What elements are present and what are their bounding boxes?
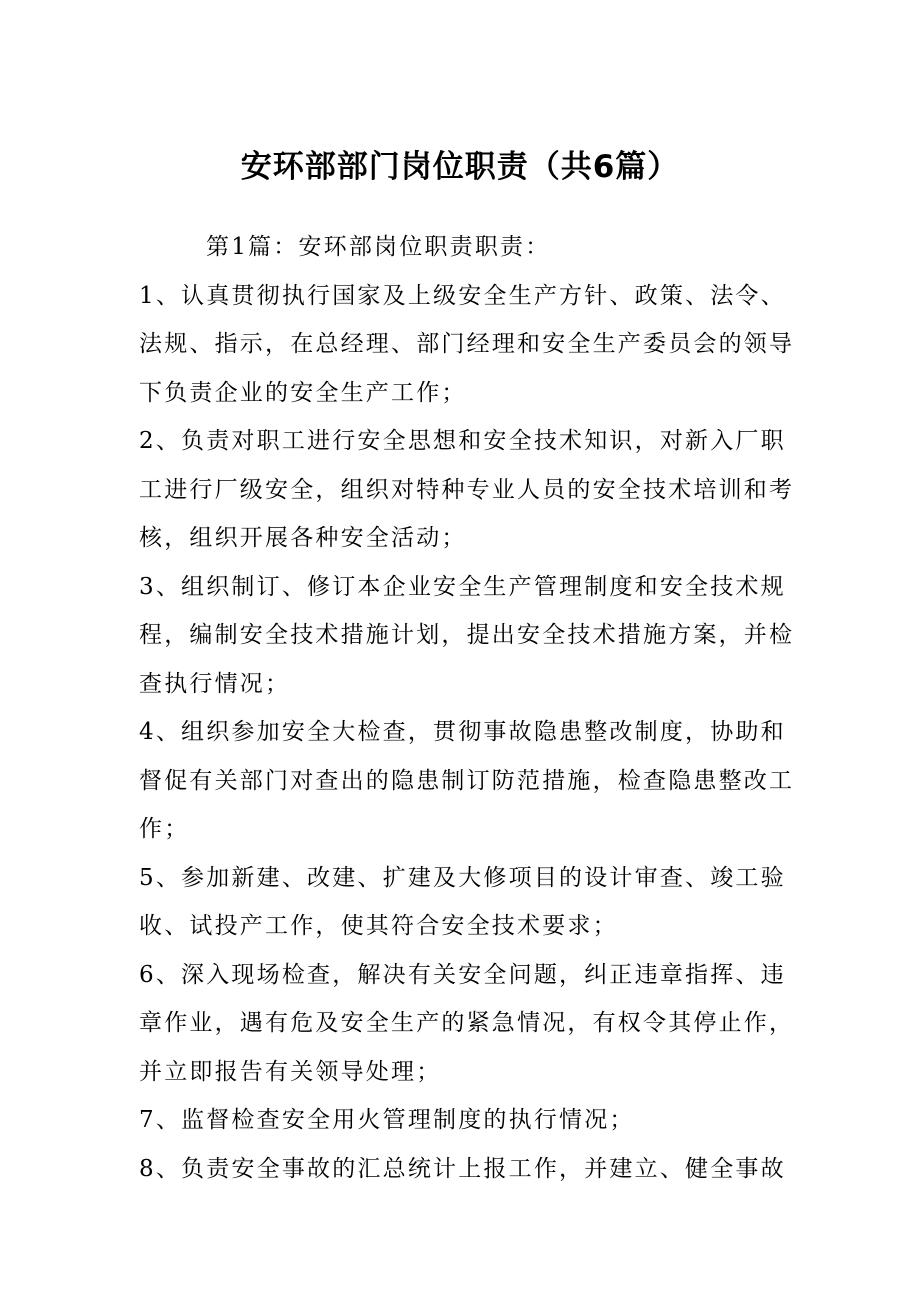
text-line: 法规、指示，在总经理、部门经理和安全生产委员会的领导: [139, 331, 795, 357]
text-line: 督促有关部门对查出的隐患制订防范措施，检查隐患整改工: [139, 767, 795, 794]
text-line: 工进行厂级安全，组织对特种专业人员的安全技术培训和考: [139, 476, 795, 503]
text-line: 7、监督检查安全用火管理制度的执行情况；: [139, 1107, 635, 1133]
text-line: 1、认真贯彻执行国家及上级安全生产方针、政策、法令、: [139, 282, 786, 309]
text-line: 下负责企业的安全生产工作；: [139, 379, 467, 406]
text-line: 程，编制安全技术措施计划，提出安全技术措施方案，并检: [139, 622, 795, 648]
text-line: 6、深入现场检查，解决有关安全问题，纠正违章指挥、违: [139, 961, 786, 988]
text-line: 5、参加新建、改建、扩建及大修项目的设计审查、竣工验: [139, 864, 786, 891]
text-line: 作；: [139, 816, 190, 842]
text-line: 章作业，遇有危及安全生产的紧急情况，有权令其停止作，: [139, 1010, 795, 1036]
text-line: 收、试投产工作，使其符合安全技术要求；: [139, 913, 618, 939]
document-title: 安环部部门岗位职责（共6篇）: [240, 149, 680, 185]
text-line: 8、负责安全事故的汇总统计上报工作，并建立、健全事故: [139, 1155, 786, 1182]
document-body: [139, 223, 795, 1193]
text-line: 查执行情况；: [139, 670, 291, 697]
text-line: 3、组织制订、修订本企业安全生产管理制度和安全技术规: [139, 573, 786, 600]
text-line: 2、负责对职工进行安全思想和安全技术知识，对新入厂职: [139, 428, 786, 454]
text-line: 4、组织参加安全大检查，贯彻事故隐患整改制度，协助和: [139, 719, 786, 745]
section-heading: 第1篇：安环部岗位职责职责：: [206, 234, 551, 260]
text-line: 并立即报告有关领导处理；: [139, 1058, 442, 1085]
text-line: 核，组织开展各种安全活动；: [139, 525, 467, 551]
